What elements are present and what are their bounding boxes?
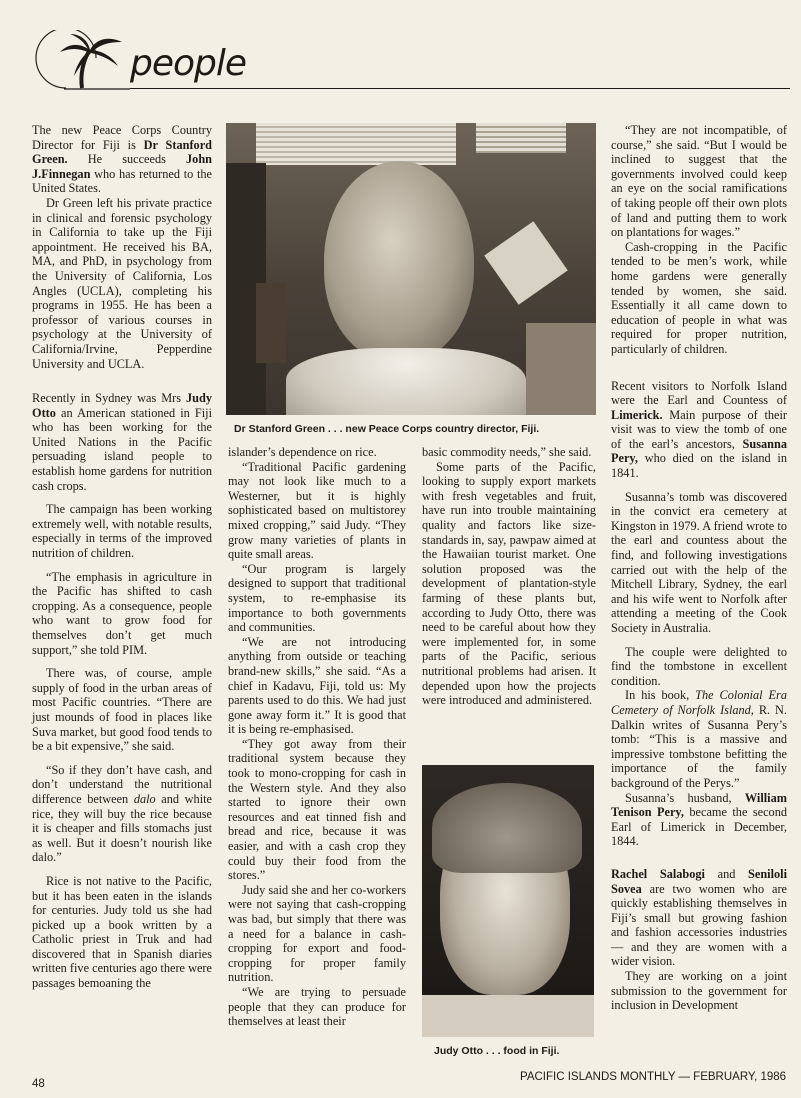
paragraph: Rice is not native to the Pacific, but it has been eaten in the islands for centuries. Judy told us she had picked up a book written by a Catholic priest in Truk and had discovered that in Spanish diaries written five centuries ago there were passages bemoaning the <box>32 873 212 991</box>
paragraph: Susanna’s tomb was discovered in the convict era cemetery at Kingston in 1979. A friend wrote to the earl and countess about the find, and following investigations carried out with the help of the Mitchell Library, Sydney, the earl and his wife went to Norfolk after attending a meeting of the Cook Society in Australia. <box>611 489 787 635</box>
paragraph: “So if they don’t have cash, and don’t understand the nutritional difference between dalo and white rice, they will buy the rice because it is cheaper and fills stomachs just as well. But it doesn’t nourish like dalo.” <box>32 762 212 865</box>
section-title: people <box>130 43 247 84</box>
paragraph: Judy said she and her co-workers were not saying that cash-cropping was bad, but simply that there was a need for a balance in cash-cropping for export and food-cropping for proper family nutrition. <box>228 882 406 985</box>
page-number: 48 <box>32 1078 45 1090</box>
paragraph: “They are not incompatible, of course,” she said. “But I would be inclined to suggest that the governments involved could keep an eye on the social ramifications of taking people off their own plots of land and putting them to work on plantations for wages.” <box>611 123 787 240</box>
paragraph: “Traditional Pacific gardening may not look like much to a Westerner, but it is highly sophisticated based on multistorey mixed cropping,” said Judy. “They grow many varieties of plants in quite small areas. <box>228 459 406 562</box>
paragraph: “Our program is largely designed to support that traditional system, to re-emphasise its importance to both governments and communities. <box>228 561 406 635</box>
paragraph: “We are trying to persuade people that they can produce for themselves at least their <box>228 984 406 1029</box>
column-2 <box>228 445 406 1029</box>
paragraph: basic commodity needs,” she said. <box>422 445 592 459</box>
paragraph: islander’s dependence on rice. <box>228 445 377 459</box>
paragraph: In his book, The Colonial Era Cemetery of Norfolk Island, R. N. Dalkin writes of Susanna Pery’s tomb: “This is a massive and impressive tombstone befitting the importance of the family background of the Perys.” <box>611 688 787 790</box>
paragraph: Some parts of the Pacific, looking to supply export markets with fresh vegetables and fruit, have run into trouble maintaining quality and factors like size-standards in, say, pawpaw aimed at the Hawaiian tourist market. One solution proposed was the development of plantation-style farming of these plants but, according to Judy Otto, there was need to be careful about how they were implemented for, in some parts of the Pacific, serious nutritional problems had arisen. It depended upon how the projects were introduced and administered. <box>422 459 596 708</box>
photo-judy-otto <box>422 765 594 1037</box>
caption-stanford-green: Dr Stanford Green . . . new Peace Corps country director, Fiji. <box>234 423 540 435</box>
photo-stanford-green <box>226 123 596 415</box>
section-header <box>30 30 790 92</box>
paragraph: They are working on a joint submission to the government for inclusion in Development <box>611 969 787 1013</box>
paragraph: There was, of course, ample supply of food in the urban areas of most Pacific countries. “There are just mounds of food in places like Suva market, but good food tends to be a bit expensive,” she said. <box>32 666 212 754</box>
paragraph: Cash-cropping in the Pacific tended to be men’s work, while home gardens were generally tended by women, she said. Essentially it all came down to education of people in what was required for proper nutrition, particularly of children. <box>611 239 787 356</box>
column-3 <box>422 445 596 708</box>
paragraph: The new Peace Corps Country Director for Fiji is Dr Stanford Green. He succeeds John J.Finnegan who has returned to the United States. <box>32 123 212 196</box>
paragraph: “They got away from their traditional system because they took to mono-cropping for cash in the Western style. And they also started to ignore their own resources and eat tinned fish and bread and rice, because it was easier, and with a cash crop they could buy their food from the stores.” <box>228 736 406 883</box>
palm-tree-logo <box>30 30 140 92</box>
paragraph: Dr Green left his private practice in clinical and forensic psychology in California to take up the Fiji appointment. He received his BA, MA, and PhD, in psychology from the University of California, Los Angles (UCLA), completing his programs in 1955. He has been a professor of various courses in psychology at the University of California/Irvine, Pepperdine University and UCLA. <box>32 195 212 371</box>
paragraph: The campaign has been working extremely well, with notable results, especially in terms of the improved nutrition of children. <box>32 502 212 561</box>
paragraph: Recent visitors to Norfolk Island were the Earl and Countess of Limerick. Main purpose of their visit was to view the tomb of one of the earl’s ancestors, Susanna Pery, who died on the island in 1841. <box>611 378 787 481</box>
column-4 <box>611 123 787 1013</box>
caption-judy-otto: Judy Otto . . . food in Fiji. <box>434 1045 560 1057</box>
paragraph: Recently in Sydney was Mrs Judy Otto an American stationed in Fiji who has been working for the United Nations in the Pacific persuading island people to establish home gardens for nutrition cash crops. <box>32 391 212 493</box>
paragraph: The couple were delighted to find the tombstone in excellent condition. <box>611 644 787 688</box>
paragraph: “The emphasis in agriculture in the Pacific has shifted to cash cropping. As a consequence, people who want to grow food for themselves don’t get much support,” she told PIM. <box>32 569 212 657</box>
publication-line: PACIFIC ISLANDS MONTHLY — FEBRUARY, 1986 <box>520 1071 787 1083</box>
paragraph: Susanna’s husband, William Tenison Pery, became the second Earl of Limerick in December, 1844. <box>611 790 787 849</box>
header-rule <box>130 88 790 89</box>
column-1 <box>32 123 212 991</box>
paragraph: Rachel Salabogi and Seniloli Sovea are two women who are quickly establishing themselves in Fiji’s small but growing fashion and fashion accessories industries — and they are women with a wider vision. <box>611 866 787 969</box>
paragraph: “We are not introducing anything from outside or teaching brand-new skills,” she said. “As a chief in Kadavu, Fiji, told us: My parents used to do this. We had just gone away form it.” It is good that it is being re-emphasised. <box>228 634 406 737</box>
